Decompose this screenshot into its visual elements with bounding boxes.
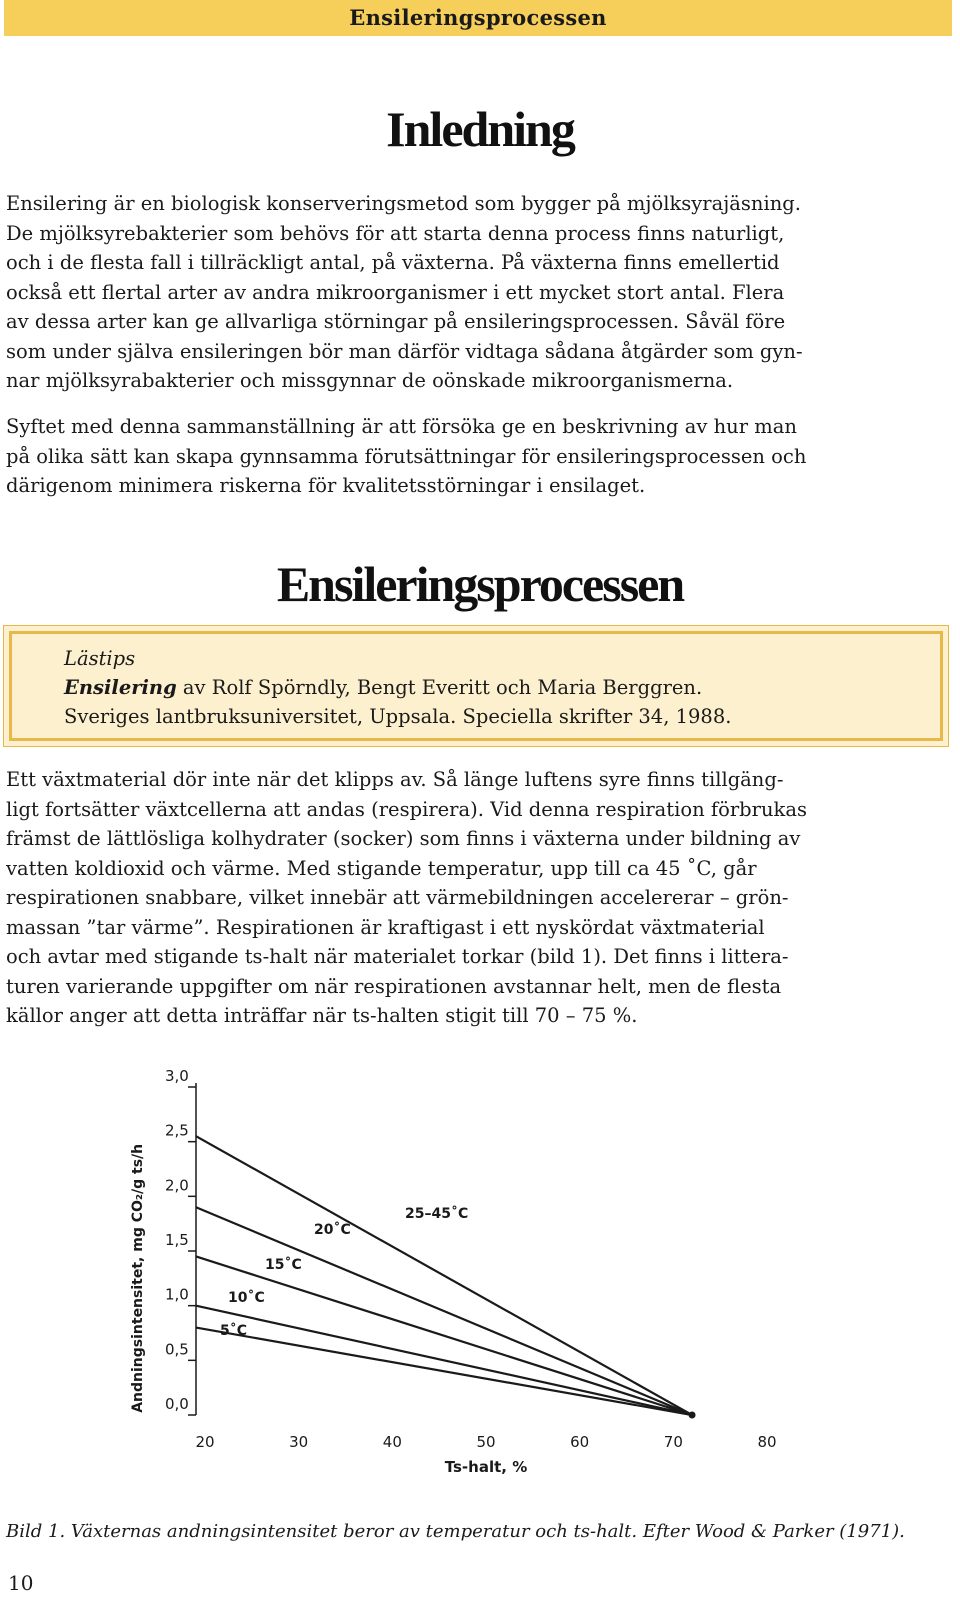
series-label: 25–45˚C [405,1206,469,1222]
convergence-point [689,1412,696,1419]
y-tick-label: 2,5 [165,1121,189,1140]
x-tick-label: 50 [476,1433,496,1451]
reading-tip-reference [64,673,731,702]
figure-caption: Bild 1. Växternas andningsintensitet beror av temperatur och ts-halt. Efter Wood & Parker (1971). [6,1521,905,1542]
text-line: De mjölksyrebakterier som behövs för att starta denna process finns naturligt, [6,221,785,245]
respiration-chart-svg [0,1070,960,1490]
text-line: av dessa arter kan ge allvarliga störningar på ensileringsprocessen. Såväl före [6,310,786,333]
x-axis-label: Ts-halt, % [444,1458,528,1476]
text-line: nar mjölksyrabakterier och missgynnar de oönskade mikroorganismerna. [6,369,734,392]
series-line [196,1328,692,1415]
x-tick-label: 70 [663,1433,683,1451]
y-tick-label: 0,0 [165,1395,189,1413]
respiration-chart [0,1070,960,1490]
text-line: och i de flesta fall i tillräckligt antal, på växterna. På växterna finns emellertid [6,251,780,274]
intro-paragraph-1 [6,189,954,396]
y-tick-label: 1,5 [165,1231,189,1249]
x-tick-label: 60 [570,1433,590,1451]
text-line: Ensilering är en biologisk konserveringsmetod som bygger på mjölksyrajäsning. [6,192,801,215]
y-tick-label: 2,0 [165,1176,189,1195]
reading-tip-label: Lästips [64,647,136,670]
page-number: 10 [8,1571,34,1595]
y-tick-label: 1,0 [165,1285,189,1304]
section-title-ensileringsprocessen: Ensileringsprocessen [276,556,684,612]
body-paragraph [6,765,954,1031]
text-line: som under själva ensileringen bör man därför vidtaga sådana åtgärder som gyn- [6,339,803,363]
text-line: och avtar med stigande ts-halt när materialet torkar (bild 1). Det finns i littera- [6,945,789,968]
running-header: Ensileringsprocessen [4,0,952,36]
text-line: Ett växtmaterial dör inte när det klipps av. Så länge luftens syre finns tillgäng- [6,768,784,791]
series-line [196,1256,692,1415]
series-line [196,1136,692,1415]
text-line: massan ”tar värme”. Respirationen är kraftigast i ett nyskördat växtmaterial [6,915,765,939]
reading-tip-box [6,628,946,744]
y-axis-label: Andningsintensitet, mg CO₂/g ts/h [130,1143,146,1413]
intro-paragraph-2 [6,412,954,501]
text-line: källor anger att detta inträffar när ts-halten stigit till 70 – 75 %. [6,1004,638,1027]
text-line: turen varierande uppgifter om när respirationen avstannar helt, men de flesta [6,974,782,998]
section-title-inledning: Inledning [386,101,574,157]
book-publisher: Sveriges lantbruksuniversitet, Uppsala. Speciella skrifter 34, 1988. [64,705,732,728]
y-tick-label: 3,0 [165,1070,189,1085]
series-label: 20˚C [314,1222,351,1238]
book-authors: av Rolf Spörndly, Bengt Everitt och Maria Berggren. [176,676,703,699]
text-line: ligt fortsätter växtcellerna att andas (respirera). Vid denna respiration förbrukas [6,797,807,821]
series-label: 5˚C [220,1323,248,1339]
series-line [196,1207,692,1415]
text-line: också ett flertal arter av andra mikroorganismer i ett mycket stort antal. Flera [6,280,785,304]
x-tick-label: 20 [195,1433,215,1451]
text-line: Syftet med denna sammanställning är att försöka ge en beskrivning av hur man [6,415,797,438]
x-tick-label: 30 [289,1433,309,1451]
text-line: därigenom minimera riskerna för kvalitetsstörningar i ensilaget. [6,474,646,497]
text-line: på olika sätt kan skapa gynnsamma förutsättningar för ensileringsprocessen och [6,444,807,468]
y-tick-label: 0,5 [165,1340,189,1359]
reading-tip-content [64,644,731,731]
text-line: respirationen snabbare, vilket innebär att värmebildningen accelererar – grön- [6,886,789,909]
text-line: vatten koldioxid och värme. Med stigande temperatur, upp till ca 45 ˚C, går [6,856,757,880]
series-label: 15˚C [265,1257,302,1273]
book-title: Ensilering [64,676,177,699]
x-tick-label: 80 [757,1433,777,1451]
text-line: främst de lättlösliga kolhydrater (socker) som finns i växterna under bildning av [6,827,801,850]
series-label: 10˚C [228,1290,265,1306]
series-line [196,1306,692,1415]
x-tick-label: 40 [382,1433,402,1451]
